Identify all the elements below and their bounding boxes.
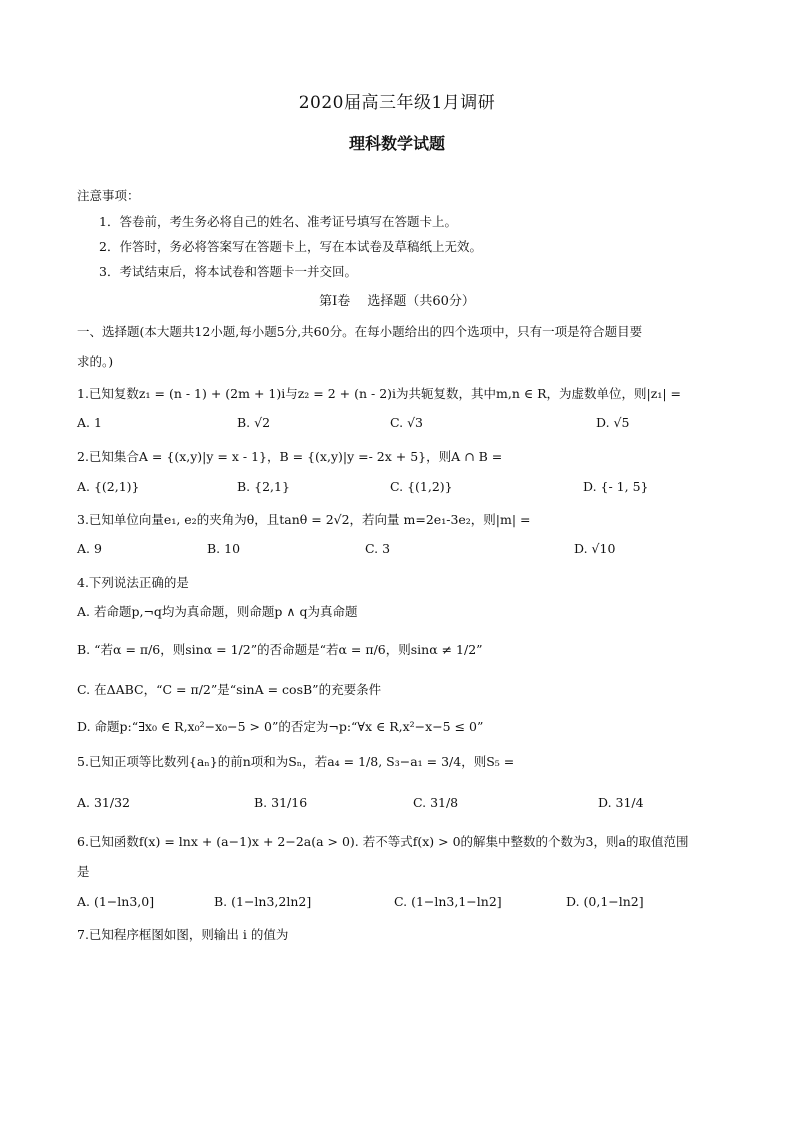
- question-5-option-b: B. 31/16: [254, 795, 308, 810]
- question-2-option-c: C. {(1,2)}: [390, 479, 453, 494]
- question-5-option-a: A. 31/32: [77, 795, 130, 810]
- question-4-option-c: C. 在ΔABC，“C = π/2”是“sinA = cosB”的充要条件: [77, 682, 382, 697]
- question-1-option-b: B. √2: [237, 415, 271, 430]
- note-item: 1．答卷前，考生务必将自己的姓名、准考证号填写在答题卡上。: [99, 214, 457, 229]
- question-4-stem: 4.下列说法正确的是: [77, 575, 189, 590]
- question-2-option-d: D. {- 1, 5}: [583, 479, 649, 494]
- question-4-option-d: D. 命题p:“∃x₀ ∈ R,x₀²−x₀−5 > 0”的否定为¬p:“∀x ∈ R,x²−x−5 ≤ 0”: [77, 719, 484, 734]
- question-1-option-d: D. √5: [596, 415, 630, 430]
- question-4-option-a: A. 若命题p,¬q均为真命题，则命题p ∧ q为真命题: [77, 604, 358, 619]
- question-5-option-d: D. 31/4: [598, 795, 644, 810]
- exam-subtitle: 理科数学试题: [348, 134, 445, 153]
- question-6-stem-cont: 是: [77, 864, 90, 879]
- question-6-stem: 6.已知函数f(x) = lnx + (a−1)x + 2−2a(a > 0). 若不等式f(x) > 0的解集中整数的个数为3，则a的取值范围: [77, 834, 689, 849]
- question-6-option-b: B. (1−ln3,2ln2]: [214, 894, 312, 909]
- question-7-stem: 7.已知程序框图如图，则输出 i 的值为: [77, 927, 289, 942]
- exam-title: 2020届高三年级1月调研: [298, 93, 496, 113]
- question-1-stem: 1.已知复数z₁ = (n - 1) + (2m + 1)i与z₂ = 2 + (n - 2)i为共轭复数，其中m,n ∈ R，为虚数单位，则|z₁| =: [77, 386, 681, 401]
- question-3-option-b: B. 10: [207, 541, 241, 556]
- question-6-option-c: C. (1−ln3,1−ln2]: [394, 894, 502, 909]
- instructions-line: 求的。): [77, 354, 114, 369]
- question-1-option-c: C. √3: [390, 415, 423, 430]
- question-3-option-d: D. √10: [574, 541, 616, 556]
- question-2-option-a: A. {(2,1)}: [77, 479, 140, 494]
- question-3-stem: 3.已知单位向量e₁, e₂的夹角为θ，且tanθ = 2√2，若向量 m=2e₁-3e₂，则|m| =: [77, 512, 531, 527]
- section-title: 第Ⅰ卷 选择题（共60分）: [319, 294, 475, 309]
- question-4-option-b: B. “若α = π/6，则sinα = 1/2”的否命题是“若α = π/6，则sinα ≠ 1/2”: [77, 642, 483, 657]
- notes-heading: 注意事项：: [77, 188, 140, 203]
- question-2-option-b: B. {2,1}: [237, 479, 290, 494]
- question-6-option-a: A. (1−ln3,0]: [77, 894, 155, 909]
- question-5-stem: 5.已知正项等比数列{aₙ}的前n项和为Sₙ，若a₄ = 1/8, S₃−a₁ = 3/4，则S₅ =: [77, 754, 515, 769]
- question-6-option-d: D. (0,1−ln2]: [566, 894, 644, 909]
- instructions-line: 一、选择题(本大题共12小题,每小题5分,共60分。在每小题给出的四个选项中，只有一项是符合题目要: [77, 324, 643, 339]
- question-3-option-a: A. 9: [77, 541, 102, 556]
- question-2-stem: 2.已知集合A = {(x,y)|y = x - 1}，B = {(x,y)|y =- 2x + 5}，则A ∩ B =: [77, 449, 503, 464]
- question-3-option-c: C. 3: [365, 541, 391, 556]
- note-item: 3．考试结束后，将本试卷和答题卡一并交回。: [99, 264, 357, 279]
- question-5-option-c: C. 31/8: [413, 795, 459, 810]
- note-item: 2．作答时，务必将答案写在答题卡上，写在本试卷及草稿纸上无效。: [99, 239, 482, 254]
- question-1-option-a: A. 1: [77, 415, 102, 430]
